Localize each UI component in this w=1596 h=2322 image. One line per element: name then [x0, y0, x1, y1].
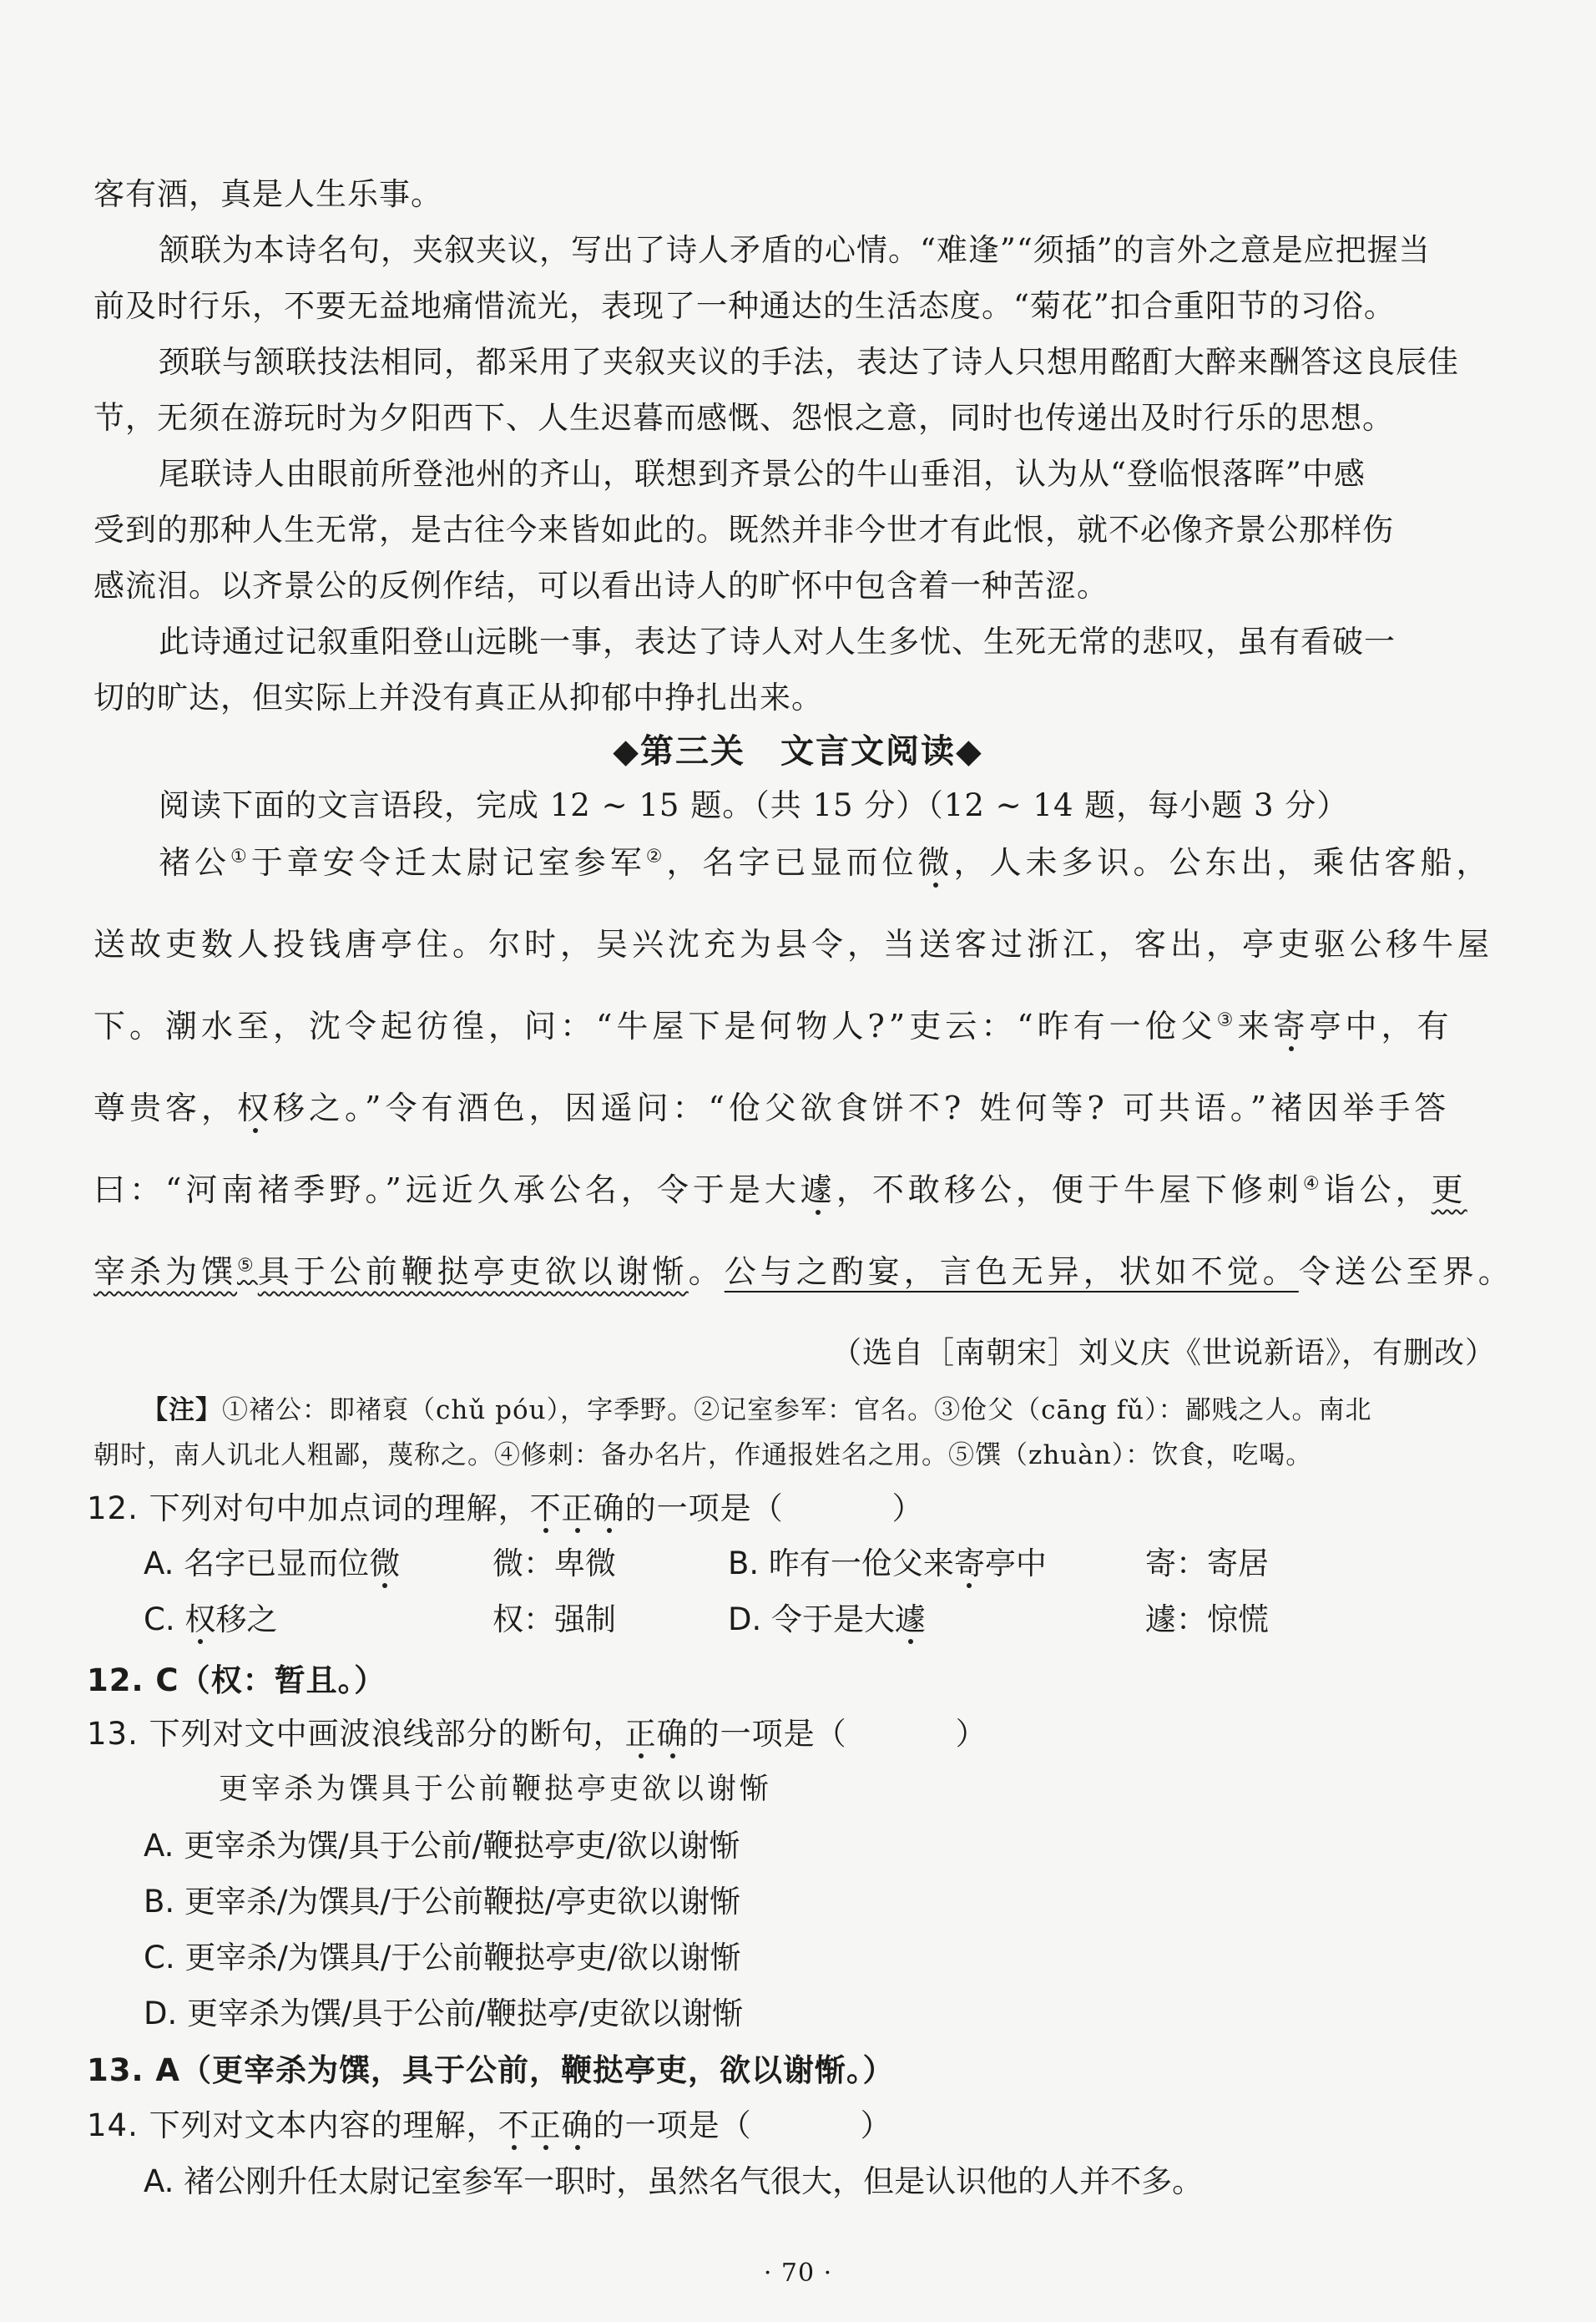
passage-line: 宰杀为馔⑤具于公前鞭挞亭吏欲以谢惭。公与之酌宴，言色无异，状如不觉。令送公至界。	[93, 1253, 1514, 1290]
notes-line: 【注】①褚公：即褚裒（chǔ póu），字季野。②记室参军：官名。③伧父（cāng fǔ）：鄙贱之人。南北	[142, 1395, 1372, 1425]
passage-source: （选自［南朝宋］刘义庆《世说新语》，有删改）	[831, 1336, 1496, 1370]
analysis-line: 尾联诗人由眼前所登池州的齐山，联想到齐景公的牛山垂泪，认为从“登临恨落晖”中感	[159, 456, 1366, 492]
option-12-C-gloss: 权：强制	[492, 1601, 616, 1637]
analysis-line: 节，无须在游玩时为夕阳西下、人生迟暮而感慨、怨恨之意，同时也传递出及时行乐的思想。	[93, 400, 1394, 436]
analysis-line: 前及时行乐，不要无益地痛惜流光，表现了一种通达的生活态度。“菊花”扣合重阳节的习俗。	[93, 288, 1396, 324]
dotted-char: 微	[917, 844, 954, 881]
option-12-B[interactable]: B. 昨有一伧父来寄亭中	[728, 1545, 1047, 1581]
option-12-A-gloss: 微：卑微	[492, 1545, 616, 1581]
underlined-text: 公与之酌宴，言色无异，状如不觉。	[724, 1253, 1299, 1290]
section-instruction: 阅读下面的文言语段，完成 12 ~ 15 题。（共 15 分）（12 ~ 14 题，每小题 3 分）	[159, 787, 1349, 823]
question-13-stem: 13. 下列对文中画波浪线部分的断句，正确的一项是（ ）	[87, 1716, 987, 1752]
option-13-B[interactable]: B. 更宰杀/为馔具/于公前鞭挞/亭吏欲以谢惭	[144, 1884, 741, 1920]
wavy-underline-text: 更	[1431, 1171, 1467, 1208]
dotted-char: 遽	[800, 1171, 836, 1208]
answer-13: 13. A（更宰杀为馔，具于公前，鞭挞亭吏，欲以谢惭。）	[87, 2052, 895, 2088]
question-14-stem: 14. 下列对文本内容的理解，不正确的一项是（ ）	[87, 2107, 892, 2143]
section-title: ◆第三关 文言文阅读◆	[613, 732, 983, 771]
page-number: · 70 ·	[763, 2259, 833, 2288]
option-12-D-gloss: 遽：惊慌	[1145, 1601, 1269, 1637]
option-13-C[interactable]: C. 更宰杀/为馔具/于公前鞭挞亭吏/欲以谢惭	[144, 1940, 741, 1975]
passage-line: 褚公①于章安令迁太尉记室参军②，名字已显而位微，人未多识。公东出，乘估客船，	[159, 844, 1492, 881]
question-13-quote: 更宰杀为馔具于公前鞭挞亭吏欲以谢惭	[219, 1773, 773, 1806]
notes-line: 朝时，南人讥北人粗鄙，蔑称之。④修刺：备办名片，作通报姓名之用。⑤馔（zhuàn）：饮食，吃喝。	[93, 1440, 1313, 1470]
question-12-stem: 12. 下列对句中加点词的理解，不正确的一项是（ ）	[87, 1490, 924, 1526]
analysis-line: 颈联与颔联技法相同，都采用了夹叙夹议的手法，表达了诗人只想用酩酊大醉来酬答这良辰佳	[159, 344, 1459, 380]
analysis-line: 切的旷达，但实际上并没有真正从抑郁中挣扎出来。	[93, 680, 823, 716]
analysis-line: 客有酒，真是人生乐事。	[93, 176, 442, 212]
passage-line: 曰：“河南褚季野。”远近久承公名，令于是大遽，不敢移公，便于牛屋下修刺④诣公，更	[93, 1171, 1467, 1208]
analysis-line: 此诗通过记叙重阳登山远眺一事，表达了诗人对人生多忧、生死无常的悲叹，虽有看破一	[159, 624, 1396, 660]
option-13-D[interactable]: D. 更宰杀为馔/具于公前/鞭挞亭/吏欲以谢惭	[144, 1996, 744, 2031]
option-12-B-gloss: 寄：寄居	[1145, 1545, 1269, 1581]
option-12-A[interactable]: A. 名字已显而位微	[144, 1545, 401, 1581]
analysis-line: 受到的那种人生无常，是古往今来皆如此的。既然并非今世才有此恨，就不必像齐景公那样伤	[93, 512, 1394, 548]
wavy-underline-text: 宰杀为馔	[93, 1253, 238, 1290]
passage-line: 下。潮水至，沈令起彷徨，问：“牛屋下是何物人?”吏云：“昨有一伧父③来寄亭中，有	[93, 1008, 1453, 1045]
dotted-char: 寄	[1273, 1008, 1310, 1045]
answer-12: 12. C（权：暂且。）	[87, 1662, 386, 1698]
dotted-char: 权	[237, 1090, 274, 1126]
option-12-D[interactable]: D. 令于是大遽	[728, 1601, 927, 1637]
passage-line: 尊贵客，权移之。”令有酒色，因遥问：“伧父欲食饼不? 姓何等? 可共语。”褚因举手答	[93, 1090, 1451, 1126]
option-14-A[interactable]: A. 褚公刚升任太尉记室参军一职时，虽然名气很大，但是认识他的人并不多。	[144, 2163, 1204, 2199]
analysis-line: 感流泪。以齐景公的反例作结，可以看出诗人的旷怀中包含着一种苦涩。	[93, 568, 1109, 604]
wavy-underline-text: 具于公前鞭挞亭吏欲以谢惭	[257, 1253, 689, 1290]
analysis-line: 颔联为本诗名句，夹叙夹议，写出了诗人矛盾的心情。“难逢”“须插”的言外之意是应把握当	[159, 232, 1431, 268]
option-13-A[interactable]: A. 更宰杀为馔/具于公前/鞭挞亭吏/欲以谢惭	[144, 1828, 740, 1864]
passage-line: 送故吏数人投钱唐亭住。尔时，吴兴沈充为县令，当送客过浙江，客出，亭吏驱公移牛屋	[93, 926, 1494, 963]
option-12-C[interactable]: C. 权移之	[144, 1601, 278, 1637]
